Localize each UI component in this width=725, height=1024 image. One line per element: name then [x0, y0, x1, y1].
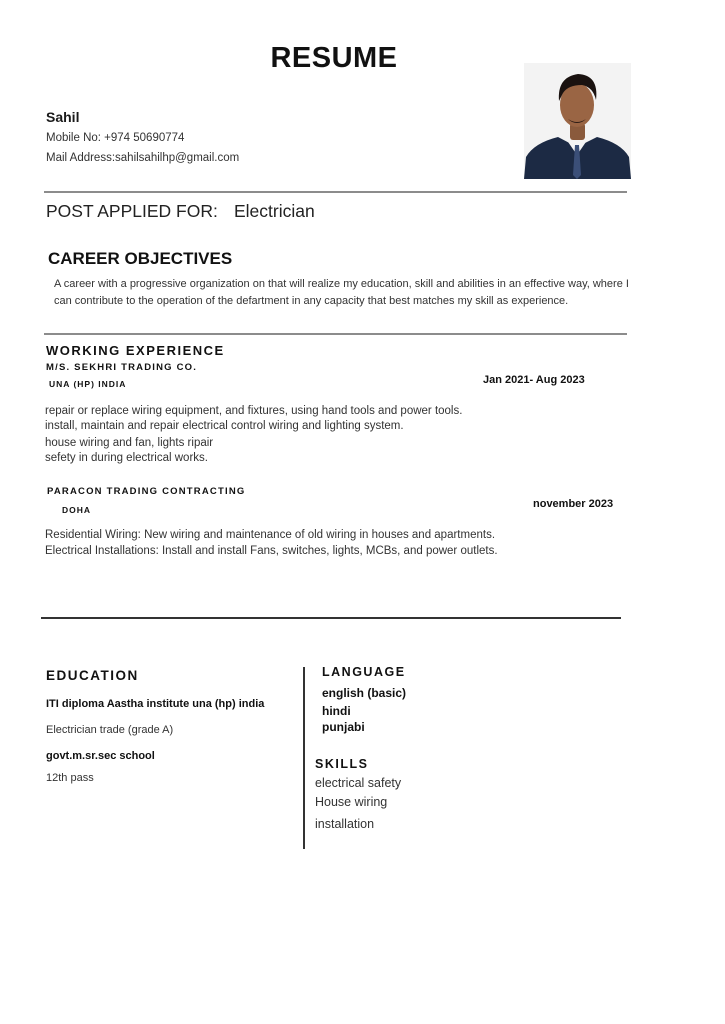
job-company: PARACON TRADING CONTRACTING	[47, 486, 246, 497]
post-applied-value: Electrician	[234, 201, 315, 221]
career-objectives-heading: CAREER OBJECTIVES	[48, 249, 233, 268]
mobile-number: Mobile No: +974 50690774	[46, 132, 185, 144]
job-dates: Jan 2021- Aug 2023	[483, 374, 585, 386]
divider	[41, 617, 621, 619]
skill-item: House wiring	[315, 795, 388, 809]
education-heading: EDUCATION	[46, 668, 139, 683]
post-applied-label: POST APPLIED FOR:	[46, 201, 218, 221]
applicant-name: Sahil	[46, 109, 80, 125]
column-divider	[303, 667, 305, 849]
person-portrait-icon	[524, 63, 631, 179]
job-duty: repair or replace wiring equipment, and fixtures, using hand tools and power tools.	[45, 405, 463, 417]
divider	[44, 191, 627, 193]
skills-heading: SKILLS	[315, 757, 369, 771]
job-duty: Residential Wiring: New wiring and maintenance of old wiring in houses and apartments.	[45, 529, 496, 541]
resume-title: RESUME	[270, 42, 398, 74]
job-dates: november 2023	[533, 498, 614, 510]
language-item: english (basic)	[322, 686, 407, 700]
divider	[44, 333, 627, 335]
job-duty: install, maintain and repair electrical control wiring and lighting system.	[45, 420, 404, 432]
job-duty: sefety in during electrical works.	[45, 452, 208, 464]
education-detail: 12th pass	[46, 772, 94, 784]
education-title: govt.m.sr.sec school	[46, 750, 155, 762]
job-location: UNA (HP) INDIA	[49, 379, 127, 389]
working-experience-heading: WORKING EXPERIENCE	[46, 343, 225, 358]
career-objectives-text: A career with a progressive organization on that will realize my education, skill and abilities in an effective way, where I can contribute to the operation of the defartment in any capacity that best matches my skill as experience.	[54, 278, 629, 307]
mail-address: Mail Address:sahilsahilhp@gmail.com	[46, 152, 240, 164]
language-item: punjabi	[322, 720, 365, 734]
job-duty: Electrical Installations: Install and install Fans, switches, lights, MCBs, and power outlets.	[45, 545, 498, 557]
skill-item: electrical safety	[315, 776, 402, 790]
job-company: M/S. SEKHRI TRADING CO.	[46, 362, 198, 373]
education-title: ITI diploma Aastha institute una (hp) india	[46, 698, 265, 710]
language-heading: LANGUAGE	[322, 665, 406, 679]
language-item: hindi	[322, 704, 351, 718]
job-duty: house wiring and fan, lights ripair	[45, 437, 214, 449]
education-detail: Electrician trade (grade A)	[46, 724, 174, 736]
profile-photo	[524, 63, 631, 179]
skill-item: installation	[315, 817, 375, 831]
job-location: DOHA	[62, 505, 92, 515]
